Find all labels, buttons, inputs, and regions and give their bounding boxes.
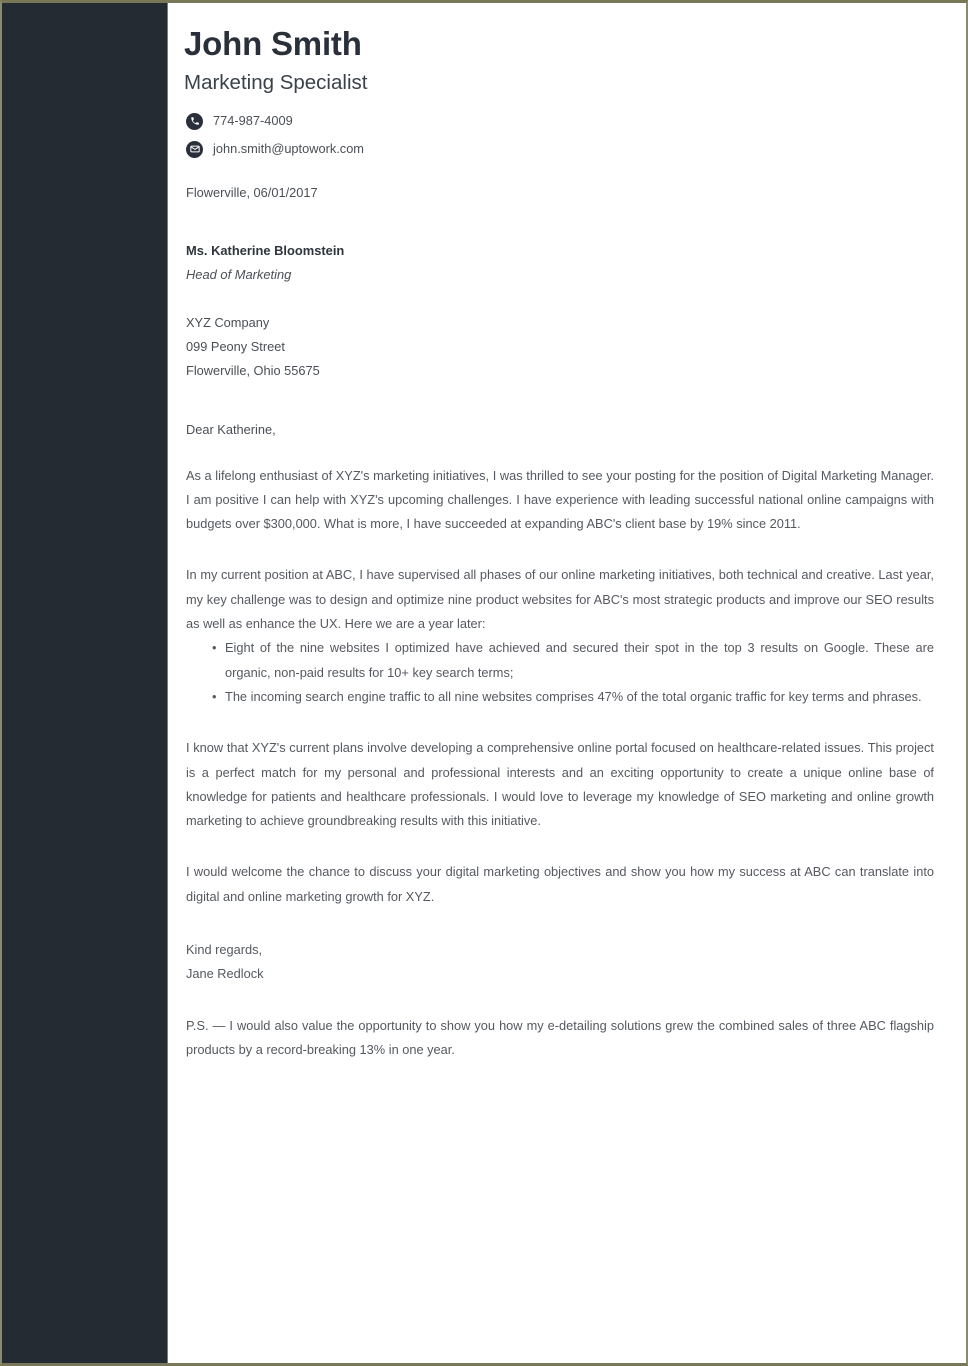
phone-value: 774-987-4009 [213, 112, 293, 128]
contact-email[interactable] [184, 141, 936, 158]
list-item: • Eight of the nine websites I optimized have achieved and secured their spot in the top 3 results on Google. These are organic, non-paid results for 10+ key search terms; [212, 636, 934, 685]
company-name: XYZ Company [186, 314, 270, 330]
salutation: Dear Katherine, [186, 421, 276, 437]
body-paragraph-4: I would welcome the chance to discuss your digital marketing objectives and show you how my success at ABC can translate into digital and online marketing growth for XYZ. [186, 864, 934, 904]
body-paragraph-1: As a lifelong enthusiast of XYZ's marketing initiatives, I was thrilled to see your posting for the position of Digital Marketing Manager. I am positive I can help with XYZ's upcoming challenges. I have experience with leading successful national online campaigns with budgets over $300,000. What is more, I have succeeded at expanding ABC's client base by 19% since 2011. [186, 467, 934, 532]
company-street: 099 Peony Street [186, 338, 285, 354]
company-address-block [186, 315, 936, 378]
body-paragraph-2: In my current position at ABC, I have supervised all phases of our online marketing initiatives, both technical and creative. Last year, my key challenge was to design and optimize nine product websites for ABC's most strategic products and improve our SEO results as well as enhance the UX. Here we are a year later: [186, 567, 934, 632]
job-title: Marketing Specialist [184, 70, 368, 94]
phone-icon [186, 113, 203, 130]
signoff-block [186, 938, 934, 987]
recipient-block [186, 243, 936, 282]
envelope-icon [186, 141, 203, 158]
recipient-name: Ms. Katherine Bloomstein [186, 242, 345, 258]
signature-name: Jane Redlock [186, 966, 264, 982]
contact-phone[interactable] [184, 113, 936, 130]
company-city-state-zip: Flowerville, Ohio 55675 [186, 362, 320, 378]
date-line: Flowerville, 06/01/2017 [186, 184, 318, 200]
page-title: John Smith [184, 25, 362, 62]
body-paragraph-3: I know that XYZ's current plans involve developing a comprehensive online portal focused on healthcare-related issues. This project is a perfect match for my personal and professional interests and an exciting opportunity to create a unique online base of knowledge for patients and healthcare professionals. I would love to leverage my knowledge of SEO marketing and online growth marketing to achieve groundbreaking results with this initiative. [186, 740, 934, 829]
postscript: P.S. — I would also value the opportunity to show you how my e-detailing solutions grew the combined sales of three ABC flagship products by a record-breaking 13% in one year. [186, 1017, 934, 1057]
letter-content [168, 3, 966, 1363]
list-item: • The incoming search engine traffic to all nine websites comprises 47% of the total organic traffic for key terms and phrases. [212, 685, 934, 709]
email-value: john.smith@uptowork.com [213, 140, 364, 156]
achievement-list [186, 636, 934, 709]
recipient-title: Head of Marketing [186, 266, 292, 282]
closing-line: Kind regards, [186, 941, 263, 957]
sidebar-accent-panel [2, 3, 168, 1363]
